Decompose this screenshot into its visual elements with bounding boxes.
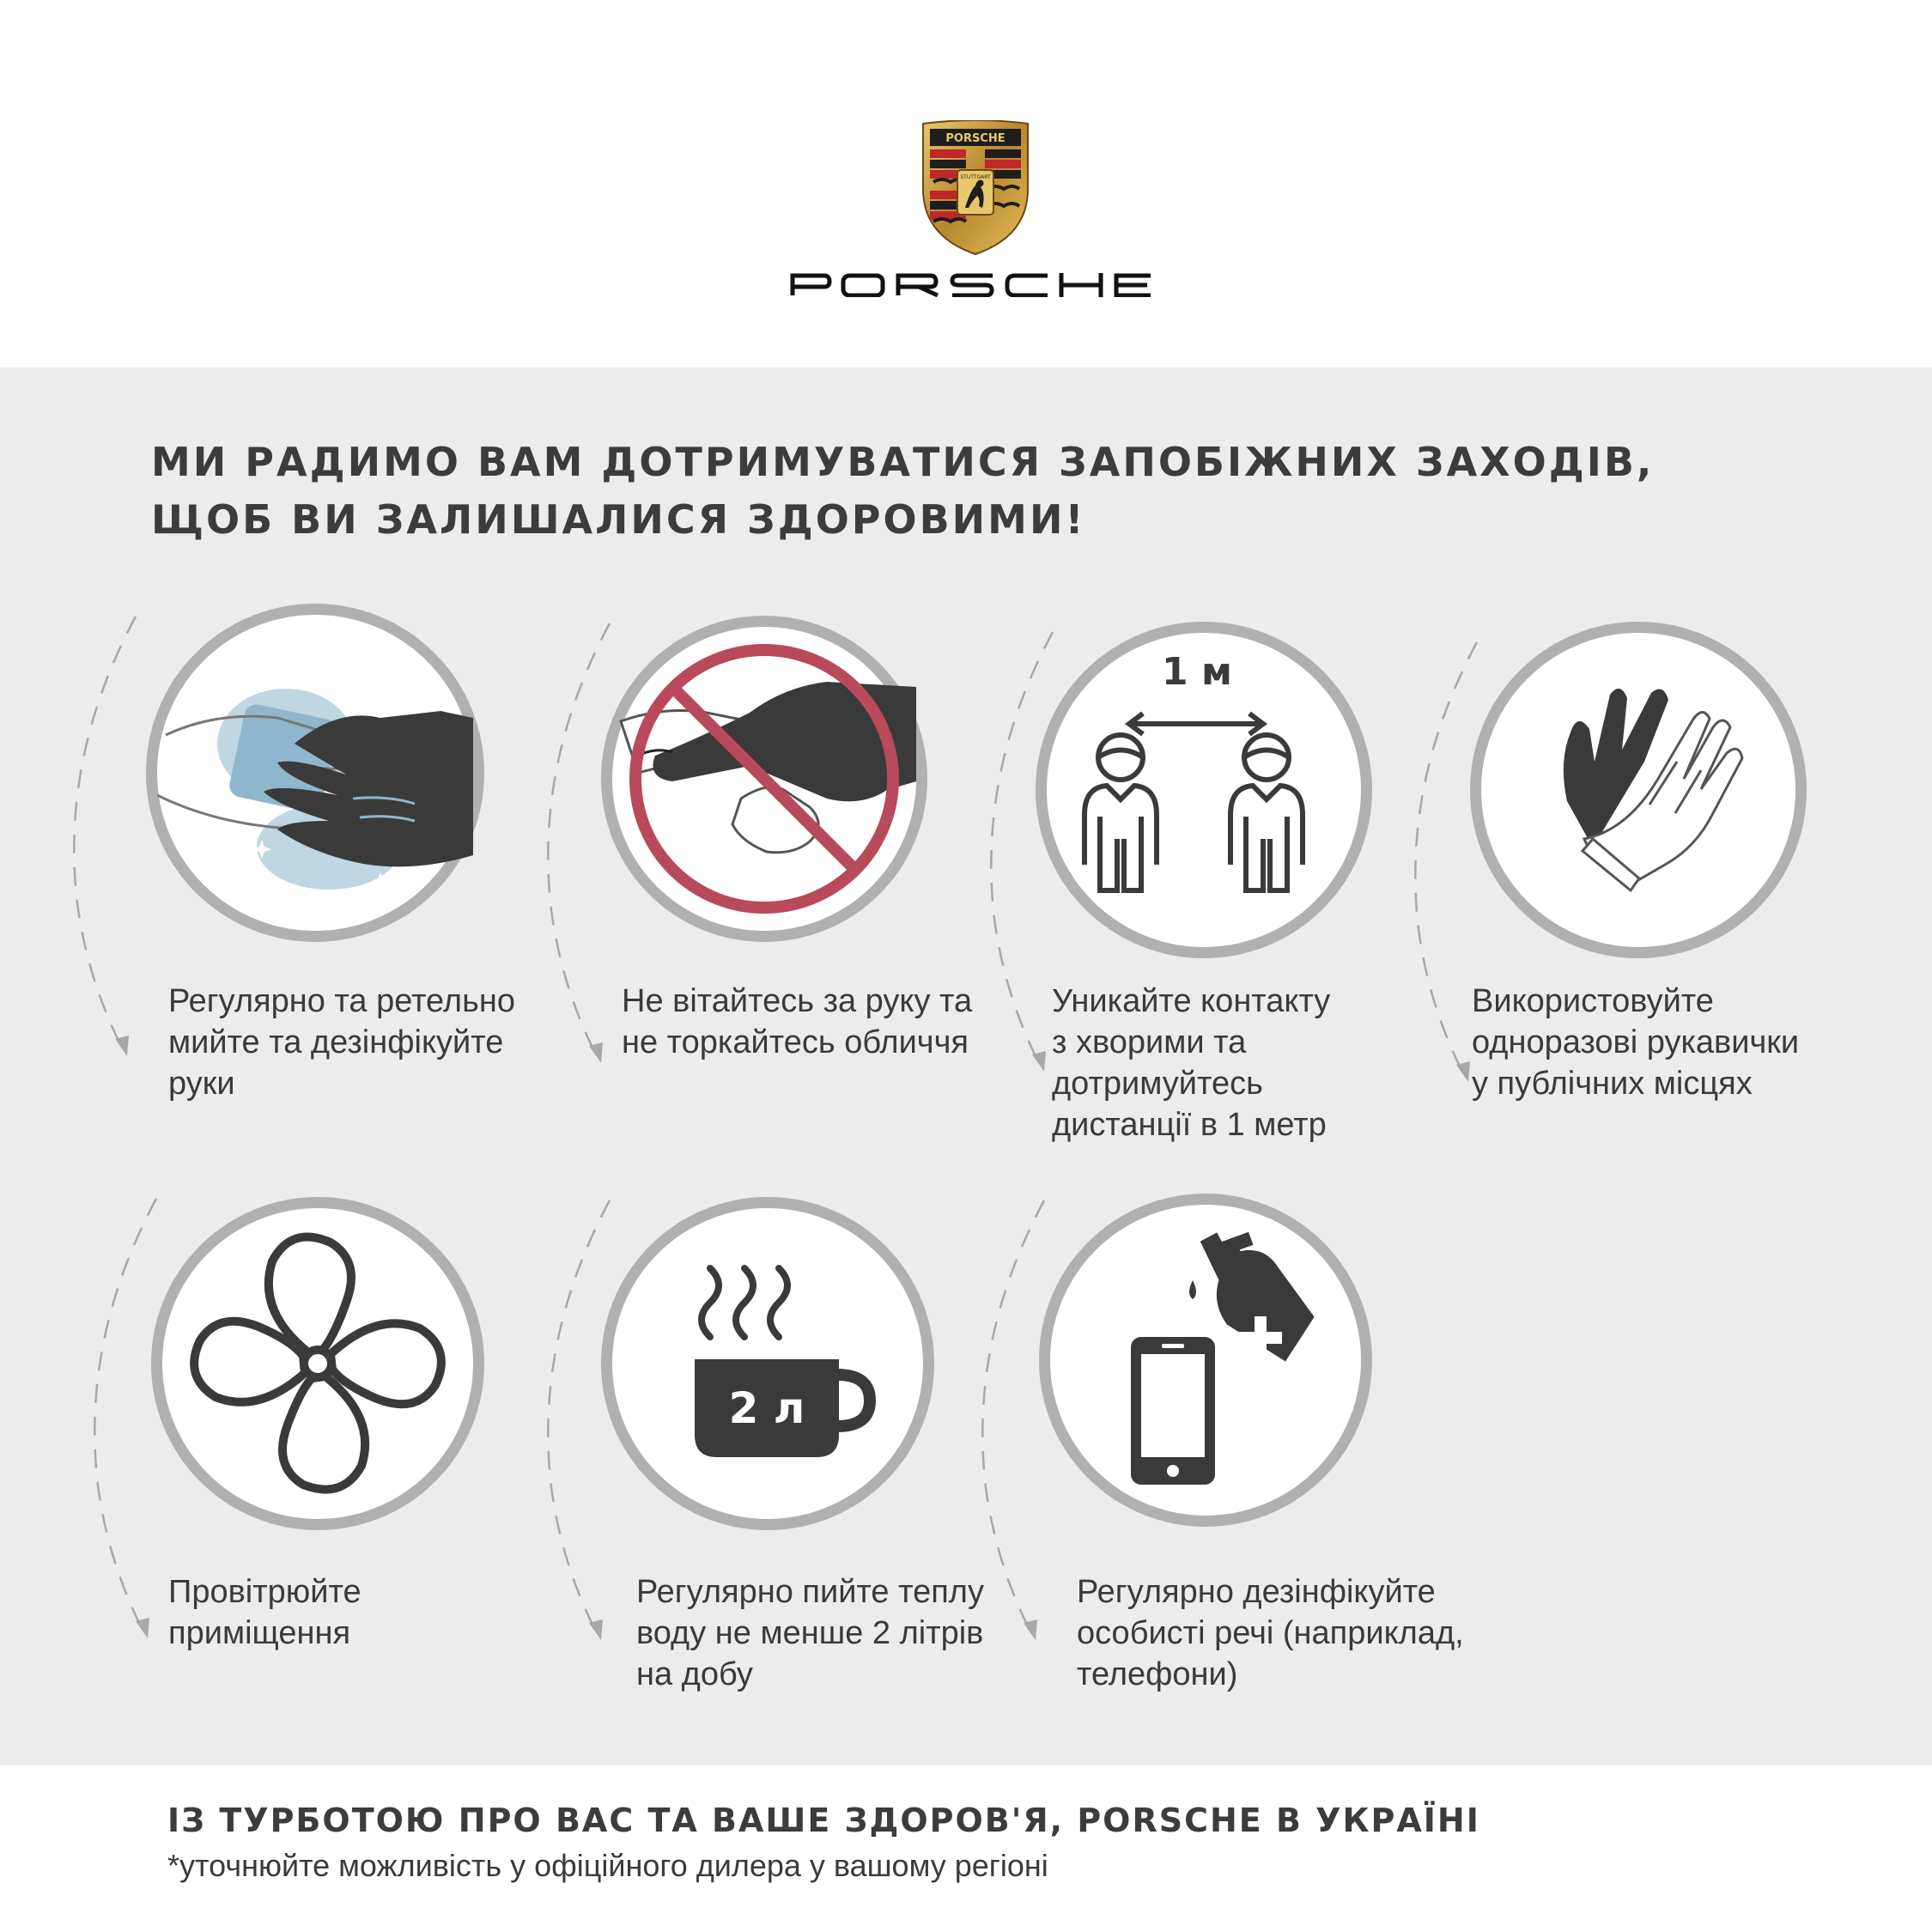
tip-caption: [168, 1571, 361, 1654]
headline-line-1: МИ РАДИМО ВАМ ДОТРИМУВАТИСЯ ЗАПОБІЖНИХ ЗАХОДІВ,: [151, 439, 1655, 485]
caption-line: у публічних місцях: [1472, 1066, 1753, 1102]
hot-cup-icon: [612, 1208, 923, 1519]
dashed-arrow-decoration: [52, 611, 146, 1058]
svg-text:1 м: 1 м: [1162, 650, 1232, 694]
caption-line: Не вітайтесь за руку та: [622, 983, 973, 1019]
caption-line: на добу: [636, 1656, 753, 1692]
hand-washing-icon: [157, 615, 473, 931]
dashed-arrow-decoration: [72, 1194, 167, 1640]
footer-note: *уточнюйте можливість у офіційного дилера у вашому регіоні: [167, 1848, 1048, 1883]
caption-line: воду не менше 2 літрів: [636, 1615, 984, 1651]
fan-icon: [162, 1208, 473, 1519]
footer-title: ІЗ ТУРБОТОЮ ПРО ВАС ТА ВАШЕ ЗДОРОВ'Я, PORSCHE В УКРАЇНІ: [167, 1801, 1480, 1839]
tip-caption: [1052, 981, 1330, 1145]
header: [0, 0, 1932, 368]
caption-line: одноразові рукавички: [1472, 1024, 1800, 1060]
caption-line: Регулярно пийте теплу: [636, 1574, 984, 1610]
porsche-crest-logo[interactable]: [918, 120, 1033, 256]
dashed-arrow-decoration: [960, 1195, 1054, 1642]
svg-text:2 л: 2 л: [728, 1383, 805, 1433]
caption-line: дистанції в 1 метр: [1052, 1107, 1327, 1143]
caption-line: мийте та дезінфікуйте: [168, 1024, 504, 1060]
caption-line: руки: [168, 1066, 235, 1102]
distance-icon: [1047, 633, 1361, 947]
tip-caption: [1472, 981, 1799, 1104]
dashed-arrow-decoration: [526, 1195, 620, 1642]
caption-line: з хворими та: [1052, 1024, 1247, 1060]
caption-line: Уникайте контакту: [1052, 983, 1331, 1019]
svg-text:PORSCHE: PORSCHE: [945, 132, 1005, 145]
dashed-arrow-decoration: [526, 618, 620, 1065]
glove-icon: [1481, 633, 1795, 947]
svg-text:STUTTGART: STUTTGART: [960, 174, 991, 180]
porsche-wordmark[interactable]: [790, 273, 1151, 297]
page-title: [151, 434, 1654, 549]
caption-line: Використовуйте: [1472, 983, 1714, 1019]
caption-line: телефони): [1077, 1656, 1238, 1692]
caption-line: не торкайтесь обличчя: [622, 1024, 969, 1060]
tip-caption: [168, 981, 515, 1104]
headline-line-2: ЩОБ ВИ ЗАЛИШАЛИСЯ ЗДОРОВИМИ!: [151, 496, 1086, 543]
no-handshake-icon: [612, 627, 916, 931]
caption-line: особисті речі (наприклад,: [1077, 1615, 1464, 1651]
caption-line: Провітрюйте: [168, 1574, 361, 1610]
phone-sanitizer-icon: [1050, 1205, 1361, 1516]
caption-line: дотримуйтесь: [1052, 1066, 1263, 1102]
caption-line: приміщення: [168, 1615, 351, 1651]
tip-caption: [622, 981, 972, 1063]
tip-caption: [1077, 1571, 1464, 1695]
caption-line: Регулярно та ретельно: [168, 983, 516, 1019]
caption-line: Регулярно дезінфікуйте: [1077, 1574, 1436, 1610]
tip-caption: [636, 1571, 984, 1695]
